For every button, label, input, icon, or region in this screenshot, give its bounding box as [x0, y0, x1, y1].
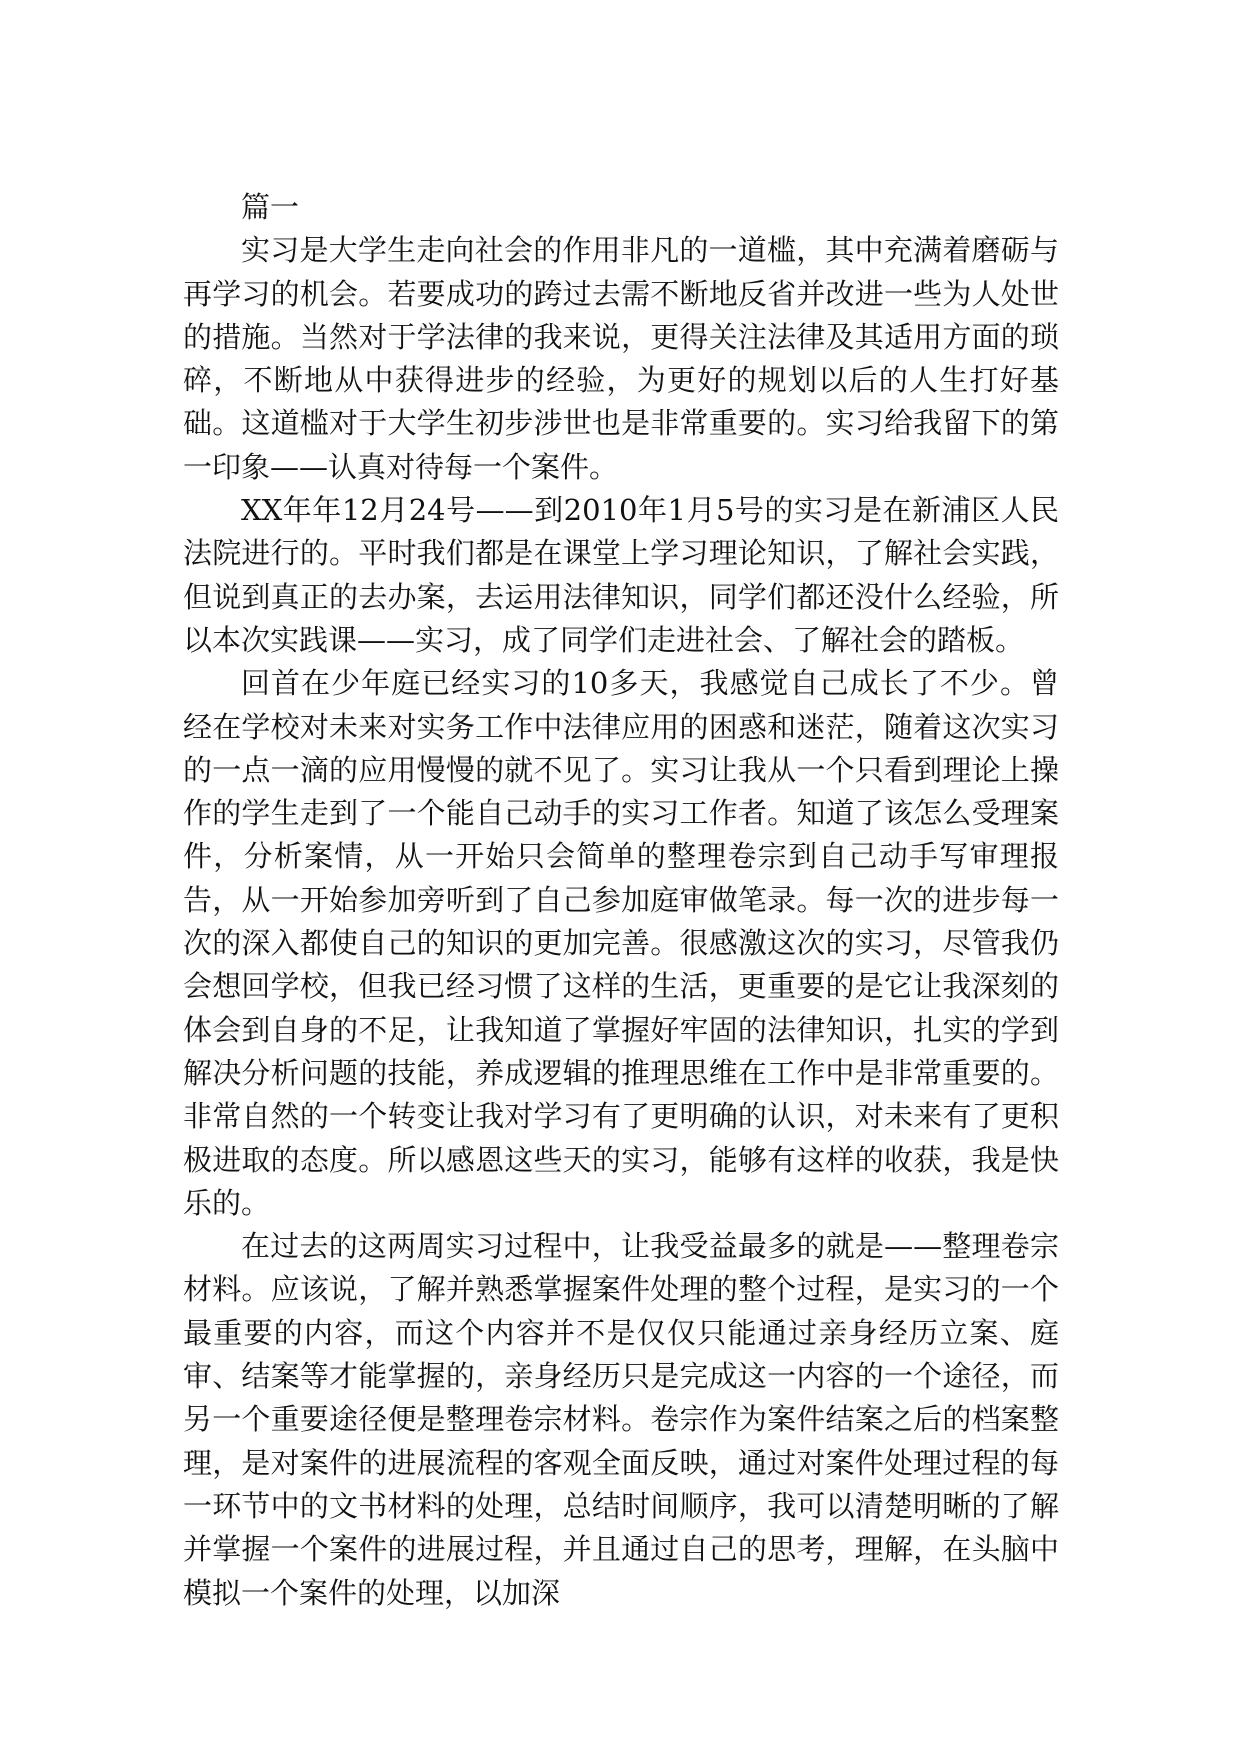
- paragraph-3: 回首在少年庭已经实习的10多天，我感觉自己成长了不少。曾经在学校对未来对实务工作中法律应用的困惑和迷茫，随着这次实习的一点一滴的应用慢慢的就不见了。实习让我从一个只看到理论上操作的学生走到了一个能自己动手的实习工作者。知道了该怎么受理案件，分析案情，从一开始只会简单的整理卷宗到自己动手写审理报告，从一开始参加旁听到了自己参加庭审做笔录。每一次的进步每一次的深入都使自己的知识的更加完善。很感激这次的实习，尽管我仍会想回学校，但我已经习惯了这样的生活，更重要的是它让我深刻的体会到自身的不足，让我知道了掌握好牢固的法律知识，扎实的学到解决分析问题的技能，养成逻辑的推理思维在工作中是非常重要的。非常自然的一个转变让我对学习有了更明确的认识，对未来有了更积极进取的态度。所以感恩这些天的实习，能够有这样的收获，我是快乐的。: [183, 666, 1059, 1220]
- paragraph-4: 在过去的这两周实习过程中，让我受益最多的就是——整理卷宗材料。应该说，了解并熟悉掌握案件处理的整个过程，是实习的一个最重要的内容，而这个内容并不是仅仅只能通过亲身经历立案、庭审、结案等才能掌握的，亲身经历只是完成这一内容的一个途径，而另一个重要途径便是整理卷宗材料。卷宗作为案件结案之后的档案整理，是对案件的进展流程的客观全面反映，通过对案件处理过程的每一环节中的文书材料的处理，总结时间顺序，我可以清楚明晰的了解并掌握一个案件的进展过程，并且通过自己的思考，理解，在头脑中模拟一个案件的处理，以加深: [183, 1229, 1059, 1610]
- section-heading: 篇一: [241, 190, 300, 224]
- paragraph-2: XX年年12月24号——到2010年1月5号的实习是在新浦区人民法院进行的。平时我们都是在课堂上学习理论知识，了解社会实践，但说到真正的去办案，去运用法律知识，同学们都还没什么经验，所以本次实践课——实习，成了同学们走进社会、了解社会的踏板。: [183, 493, 1059, 657]
- paragraph-1: 实习是大学生走向社会的作用非凡的一道槛，其中充满着磨砺与再学习的机会。若要成功的跨过去需不断地反省并改进一些为人处世的措施。当然对于学法律的我来说，更得关注法律及其适用方面的琐碎，不断地从中获得进步的经验，为更好的规划以后的人生打好基础。这道槛对于大学生初步涉世也是非常重要的。实习给我留下的第一印象——认真对待每一个案件。: [183, 233, 1059, 484]
- document-page: [183, 186, 1059, 1615]
